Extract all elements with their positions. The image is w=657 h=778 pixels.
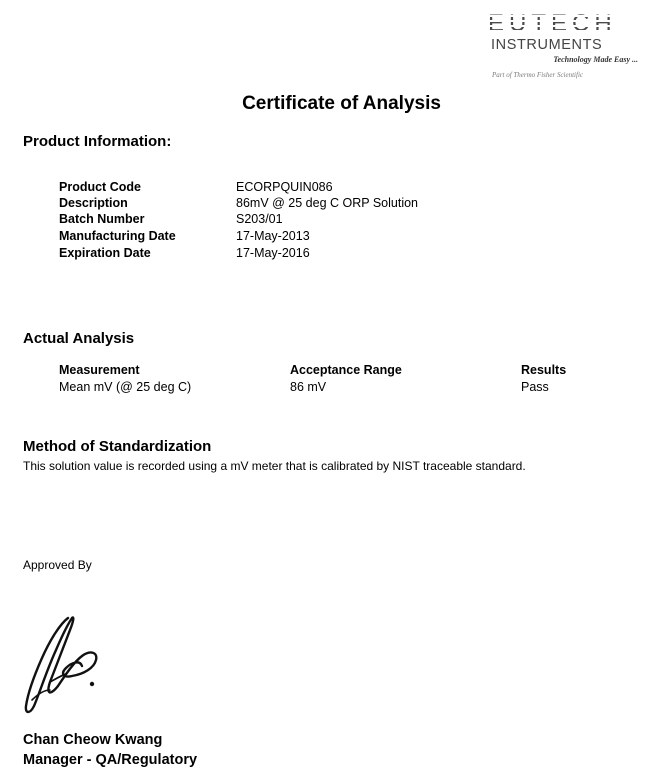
info-label: Expiration Date [59, 246, 151, 260]
company-logo [488, 12, 648, 82]
logo-tagline: Technology Made Easy ... [553, 55, 638, 64]
info-label: Product Code [59, 180, 141, 194]
info-label: Manufacturing Date [59, 229, 176, 243]
analysis-heading: Actual Analysis [23, 330, 135, 347]
info-row [0, 229, 657, 246]
info-value: 17-May-2016 [236, 246, 310, 260]
logo-brand: EUTECH [488, 12, 646, 36]
info-row [0, 196, 657, 213]
product-info-heading: Product Information: [23, 133, 172, 150]
column-header-measurement: Measurement [59, 363, 140, 377]
approver-role: Manager - QA/Regulatory [23, 752, 198, 768]
analysis-cell-acceptance-range: 86 mV [290, 380, 327, 394]
signature [20, 610, 110, 720]
info-row [0, 180, 657, 197]
approver-name: Chan Cheow Kwang [23, 732, 163, 748]
info-row [0, 212, 657, 229]
document-title: Certificate of Analysis [242, 93, 441, 114]
info-value: ECORPQUIN086 [236, 180, 333, 194]
column-header-results: Results [521, 363, 567, 377]
analysis-cell-result: Pass [521, 380, 549, 394]
info-label: Description [59, 196, 128, 210]
approved-by-label: Approved By [23, 558, 92, 572]
logo-subbrand: INSTRUMENTS [491, 37, 603, 53]
method-heading: Method of Standardization [23, 438, 212, 455]
info-label: Batch Number [59, 212, 145, 226]
column-header-acceptance-range: Acceptance Range [290, 363, 402, 377]
info-value: 86mV @ 25 deg C ORP Solution [236, 196, 419, 210]
analysis-cell-measurement: Mean mV (@ 25 deg C) [59, 380, 192, 394]
info-value: S203/01 [236, 212, 283, 226]
logo-parent-company: Part of Thermo Fisher Scientific [492, 71, 583, 79]
info-value: 17-May-2013 [236, 229, 310, 243]
info-row [0, 246, 657, 263]
method-description: This solution value is recorded using a mV meter that is calibrated by NIST traceable standard. [23, 459, 526, 473]
